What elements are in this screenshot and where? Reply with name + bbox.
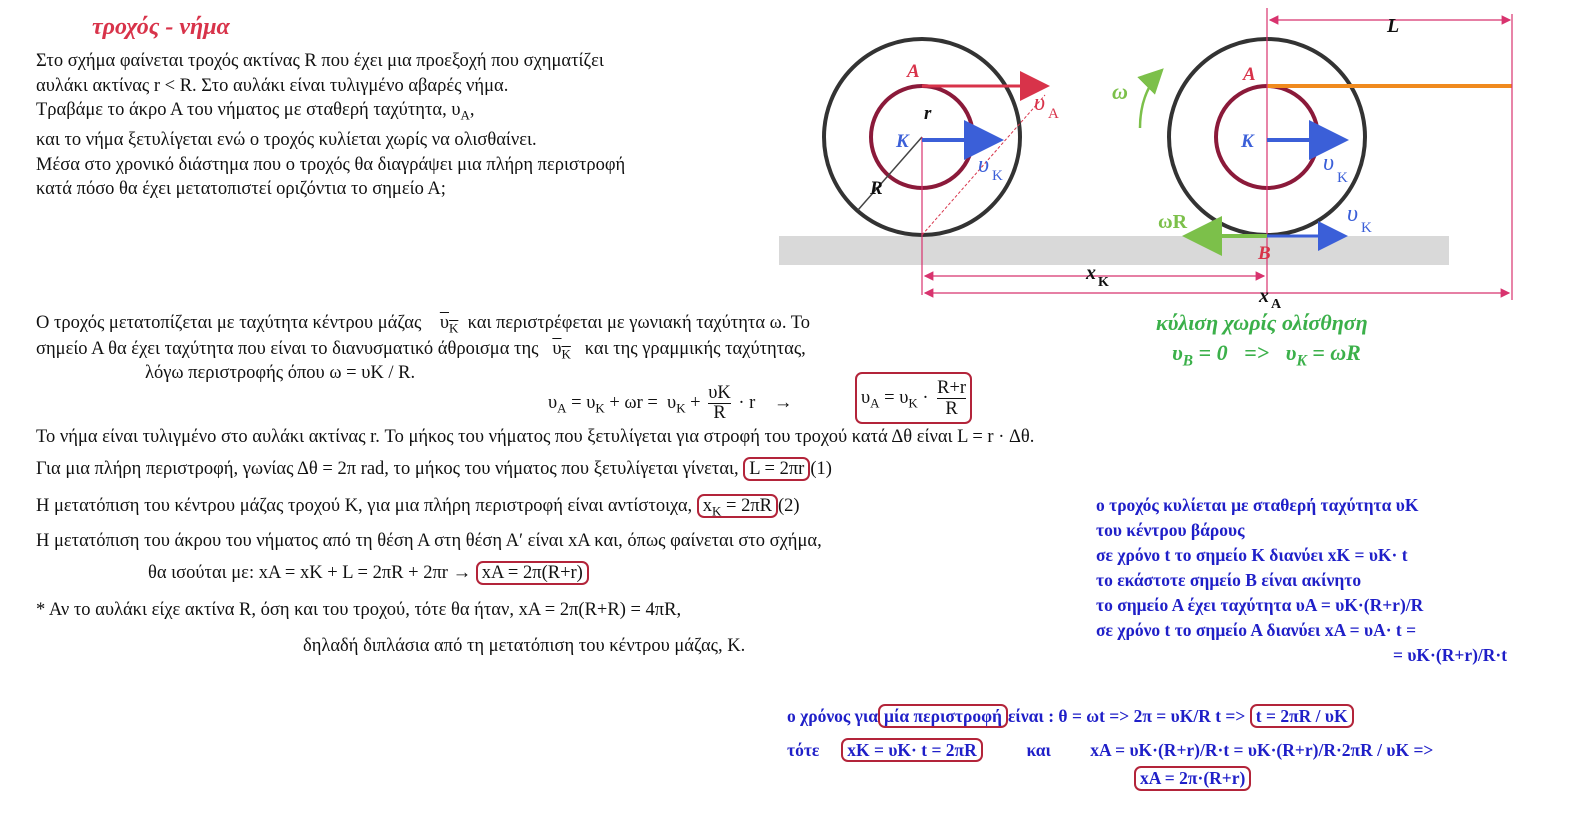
bottom-line-1: ο χρόνος για μία περιστροφή είναι : θ = ωt => 2π = υK/R t => t = 2πR / υK [787, 706, 1354, 727]
intro-line: κατά πόσο θα έχει μετατοπιστεί οριζόντια το σημείο Α; [36, 179, 446, 200]
boxed-xa-final: xA = 2π·(R+r) [1134, 766, 1251, 791]
label-k: K [896, 131, 909, 152]
label-r-small: r [924, 103, 932, 124]
label-xk-sub: K [1098, 275, 1109, 290]
side-line: του κέντρου βάρους [1096, 520, 1245, 540]
body-line-7: Η μετατόπιση του άκρου του νήματος από τη θέση Α στη θέση Α′ είναι xA και, όπως φαίνεται στο σχήμα, [36, 531, 822, 551]
label-va: υ [1034, 90, 1046, 116]
side-line: ο τροχός κυλίεται με σταθερή ταχύτητα υK [1096, 495, 1419, 515]
side-line: σε χρόνο t το σημείο Α διανύει xA = υA· t = [1096, 620, 1417, 640]
rolling-condition: $\upsilon_B = 0 => \upsilon_K = \omega R$ [1172, 340, 1361, 370]
label-vk-bottom-sub: K [1361, 220, 1372, 236]
body-line-4: Το νήμα είναι τυλιγμένο στο αυλάκι ακτίνας r. Το μήκος του νήματος που ξετυλίγεται για στροφή του τροχού κατά Δθ είναι L = r · Δθ. [36, 427, 1035, 447]
label-k: K [1241, 131, 1254, 152]
page-title: τροχός - νήμα [92, 14, 230, 40]
body-line-6: Η μετατόπιση του κέντρου μάζας τροχού Κ, για μια πλήρη περιστροφή είναι αντίστοιχα, $x_K = 2\pi R$ (2) [36, 496, 800, 519]
intro-line: και το νήμα ξετυλίγεται ενώ ο τροχός κυλίεται χωρίς να ολισθαίνει. [36, 130, 537, 151]
boxed-l: L = 2πr [743, 457, 810, 481]
bottom-line-2: τότε xK = υK· t = 2πR και xA = υK·(R+r)/R·t = υK·(R+r)/R·2πR / υK => [787, 740, 1434, 760]
side-line: το σημείο Α έχει ταχύτητα υA = υK·(R+r)/R [1096, 595, 1424, 615]
boxed-xa: xA = 2π(R+r) [476, 561, 589, 585]
label-omega-r: ωR [1158, 211, 1188, 233]
intro-line: Τραβάμε το άκρο Α του νήματος με σταθερή ταχύτητα, $\upsilon_A$, [36, 100, 475, 123]
body-line-9: * Αν το αυλάκι είχε ακτίνα R, όση και του τροχού, τότε θα ήταν, xA = 2π(R+R) = 4πR, [36, 600, 682, 620]
label-a: A [1243, 64, 1256, 85]
label-vk-bottom: υ [1347, 201, 1359, 227]
label-xk: x [1086, 262, 1096, 284]
label-omega: ω [1112, 79, 1128, 104]
side-line: = υK·(R+r)/R·t [1393, 645, 1508, 665]
rolling-heading: κύλιση χωρίς ολίσθηση [1156, 310, 1368, 335]
side-line: το εκάστοτε σημείο Β είναι ακίνητο [1096, 570, 1362, 590]
side-line: σε χρόνο t το σημείο Κ διανύει xK = υK· t [1096, 545, 1408, 565]
boxed-xk: $x_K = 2\pi R$ [697, 494, 778, 518]
label-vk: υ [978, 152, 990, 178]
equation-va: $\upsilon_A = \upsilon_K + \omega r = \upsilon_K$ + $\frac{\upsilon K}{R}$ · r → [548, 383, 793, 423]
label-xa-sub: A [1271, 297, 1282, 312]
label-va-sub: A [1048, 106, 1059, 122]
body-line-5: Για μια πλήρη περιστροφή, γωνίας Δθ = 2π rad, το μήκος του νήματος που ξετυλίγεται γίνεται, L = 2πr (1) [36, 459, 832, 479]
label-vk-sub: K [1337, 170, 1348, 186]
body-line-1: Ο τροχός μετατοπίζεται με ταχύτητα κέντρου μάζας $\upsilon_K$ και περιστρέφεται με γωνιακή ταχύτητα ω. Το [36, 313, 811, 336]
boxed-one-rotation: μία περιστροφή [878, 704, 1008, 728]
label-a: A [907, 61, 920, 82]
boxed-xk-final: xK = υK· t = 2πR [841, 738, 983, 762]
boxed-va-result: $\upsilon_A = \upsilon_K$ · $\frac{R+r}{R}$ [855, 372, 972, 424]
body-line-8: θα ισούται με: xA = xK + L = 2πR + 2πr → xA = 2π(R+r) [148, 561, 589, 586]
ground [779, 236, 1449, 265]
label-vk: υ [1323, 150, 1335, 176]
body-line-2: σημείο Α θα έχει ταχύτητα που είναι το διανυσματικό άθροισμα της $\upsilon_K$ και της γραμμικής ταχύτητας, [36, 339, 806, 362]
omega-arrow [1140, 70, 1162, 128]
intro-line: αυλάκι ακτίνας r < R. Στο αυλάκι είναι τυλιγμένο αβαρές νήμα. [36, 75, 509, 96]
body-line-10: δηλαδή διπλάσια από τη μετατόπιση του κέντρου μάζας, Κ. [303, 636, 746, 656]
label-vk-sub: K [992, 168, 1003, 184]
label-l: L [1387, 15, 1400, 37]
label-r-big: R [870, 178, 883, 199]
label-xa: x [1259, 285, 1269, 307]
body-line-3: λόγω περιστροφής όπου ω = υΚ / R. [145, 363, 416, 383]
intro-line: Μέσα στο χρονικό διάστημα που ο τροχός θα διαγράψει μια πλήρη περιστροφή [36, 154, 626, 175]
side-notes [1096, 493, 1507, 668]
intro-line: Στο σχήμα φαίνεται τροχός ακτίνας R που έχει μια προεξοχή που σχηματίζει [36, 51, 604, 71]
label-b: B [1258, 243, 1271, 264]
radius-line [858, 137, 922, 210]
boxed-time: t = 2πR / υK [1250, 704, 1354, 728]
